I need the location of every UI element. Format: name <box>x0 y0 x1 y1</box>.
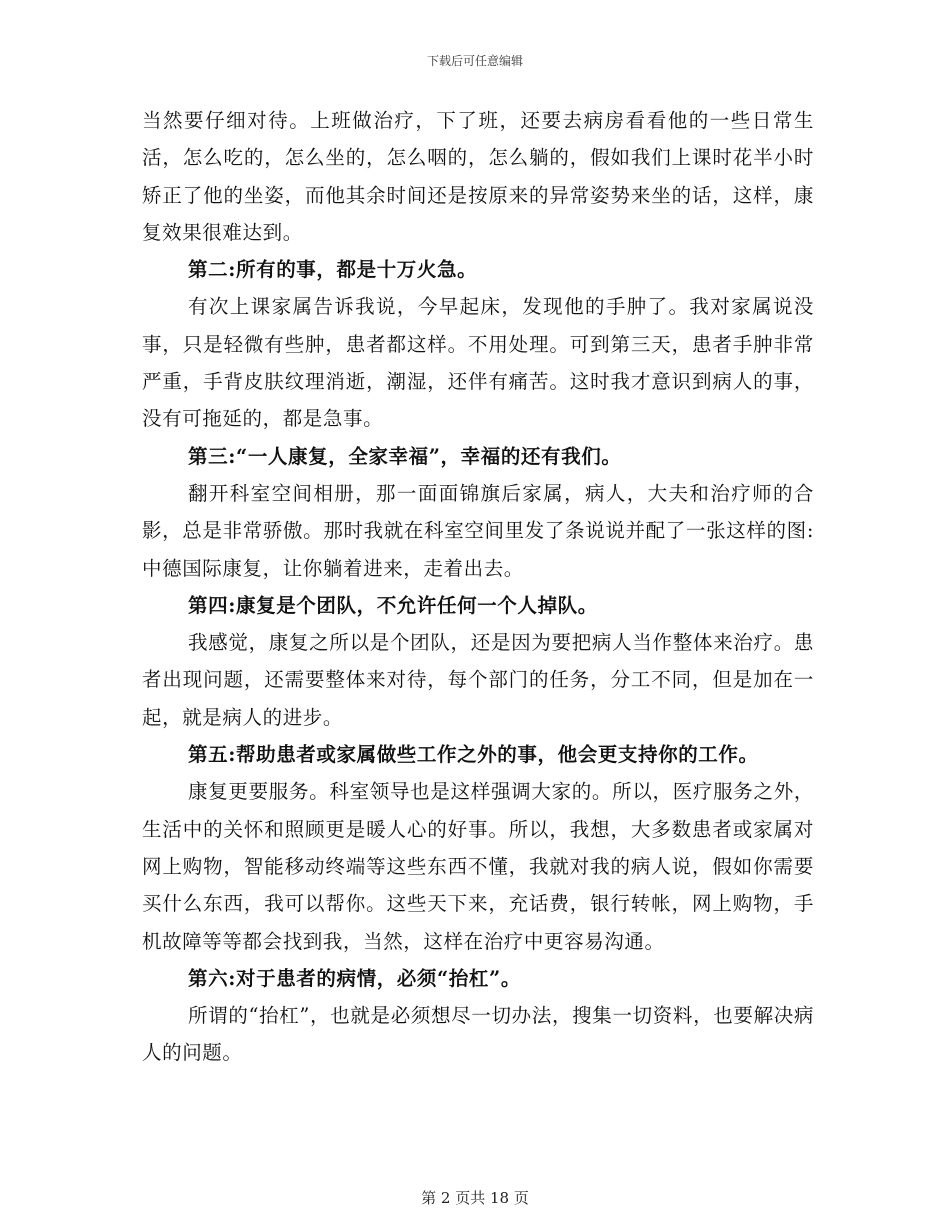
page-header: 下载后可任意编辑 <box>426 54 523 68</box>
section-heading: 第二:所有的事，都是十万火急。 <box>188 258 478 282</box>
paragraph: 有次上课家属告诉我说，今早起床，发现他的手肿了。我对家属说没事，只是轻微有些肿，患者都这样。不用处理。可到第三天，患者手肿非常严重，手背皮肤纹理消逝，潮湿，还伴有痛苦。这时我才意识到病人的事，没有可拖延的，都是急事。 <box>142 295 814 431</box>
paragraph: 当然要仔细对待。上班做治疗，下了班，还要去病房看看他的一些日常生活，怎么吃的，怎么坐的，怎么咽的，怎么躺的，假如我们上课时花半小时矫正了他的坐姿，而他其余时间还是按原来的异常姿势来坐的话，这样，康复效果很难达到。 <box>142 109 814 244</box>
paragraph: 康复更要服务。科室领导也是这样强调大家的。所以，医疗服务之外，生活中的关怀和照顾更是暖人心的好事。所以，我想，大多数患者或家属对网上购物，智能移动终端等这些东西不懂，我就对我的病人说，假如你需要买什么东西，我可以帮你。这些天下来，充话费，银行转帐，网上购物，手机故障等等都会找到我，当然，这样在治疗中更容易沟通。 <box>142 780 814 953</box>
paragraph: 所谓的“抬杠”，也就是必须想尽一切办法，搜集一切资料，也要解决病人的问题。 <box>142 1004 814 1065</box>
paragraph: 我感觉，康复之所以是个团队，还是因为要把病人当作整体来治疗。患者出现问题，还需要整体来对待，每个部门的任务，分工不同，但是加在一起，就是病人的进步。 <box>142 631 814 729</box>
paragraph: 翻开科室空间相册，那一面面锦旗后家属，病人，大夫和治疗师的合影，总是非常骄傲。那时我就在科室空间里发了条说说并配了一张这样的图:中德国际康复，让你躺着进来，走着出去。 <box>142 481 814 580</box>
page-footer: 第 2 页共 18 页 <box>421 1189 529 1207</box>
section-heading: 第五:帮助患者或家属做些工作之外的事，他会更支持你的工作。 <box>188 743 759 767</box>
section-heading: 第六:对于患者的病情，必须“抬杠”。 <box>188 966 521 990</box>
document-body <box>142 102 814 1072</box>
section-heading: 第三:“一人康复，全家幸福”，幸福的还有我们。 <box>188 444 622 468</box>
section-heading: 第四:康复是个团队，不允许任何一个人掉队。 <box>188 593 598 617</box>
